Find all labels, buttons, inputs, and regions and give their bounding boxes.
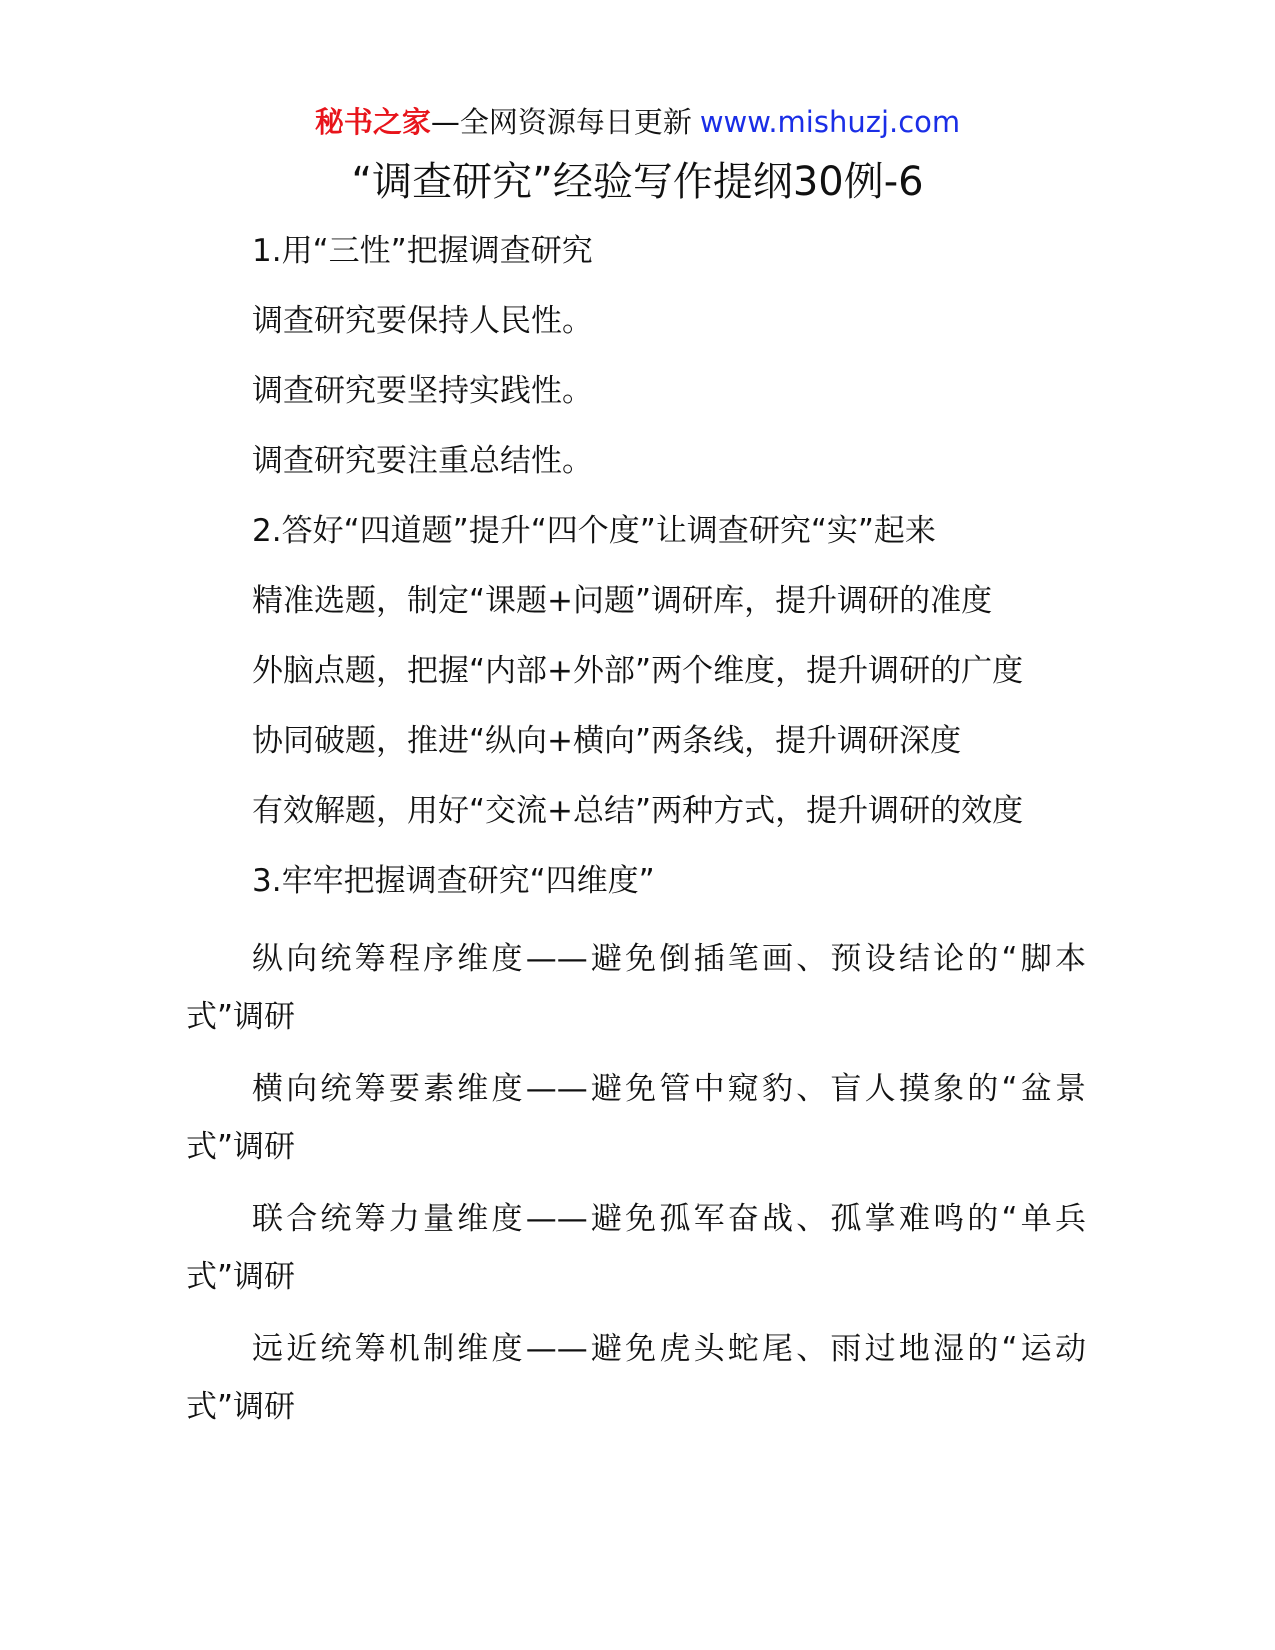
section-heading-1: 1.用“三性”把握调查研究 bbox=[252, 233, 593, 269]
body-paragraph: 调查研究要坚持实践性。 bbox=[252, 373, 593, 409]
body-paragraph: 调查研究要注重总结性。 bbox=[252, 443, 593, 479]
body-paragraph: 有效解题，用好“交流+总结”两种方式，提升调研的效度 bbox=[252, 793, 1024, 829]
site-header bbox=[0, 102, 1275, 142]
body-paragraph: 纵向统筹程序维度——避免倒插笔画、预设结论的“脚本式”调研 bbox=[186, 941, 1086, 1035]
site-url-link[interactable]: www.mishuzj.com bbox=[699, 105, 961, 139]
body-paragraph: 外脑点题，把握“内部+外部”两个维度，提升调研的广度 bbox=[252, 653, 1024, 689]
body-paragraph: 协同破题，推进“纵向+横向”两条线，提升调研深度 bbox=[252, 723, 962, 759]
body-paragraph: 联合统筹力量维度——避免孤军奋战、孤掌难鸣的“单兵式”调研 bbox=[186, 1201, 1086, 1295]
body-paragraph: 调查研究要保持人民性。 bbox=[252, 303, 593, 339]
section-heading-2: 2.答好“四道题”提升“四个度”让调查研究“实”起来 bbox=[252, 513, 936, 549]
document-title: “调查研究”经验写作提纲30例-6 bbox=[351, 159, 924, 205]
body-paragraph: 远近统筹机制维度——避免虎头蛇尾、雨过地湿的“运动式”调研 bbox=[186, 1331, 1086, 1425]
header-tagline: —全网资源每日更新 bbox=[430, 105, 692, 139]
section-heading-3: 3.牢牢把握调查研究“四维度” bbox=[252, 863, 655, 899]
body-paragraph: 横向统筹要素维度——避免管中窥豹、盲人摸象的“盆景式”调研 bbox=[186, 1071, 1086, 1165]
document-body bbox=[186, 230, 1086, 1450]
brand-name: 秘书之家 bbox=[314, 105, 431, 139]
body-paragraph: 精准选题，制定“课题+问题”调研库，提升调研的准度 bbox=[252, 583, 993, 619]
